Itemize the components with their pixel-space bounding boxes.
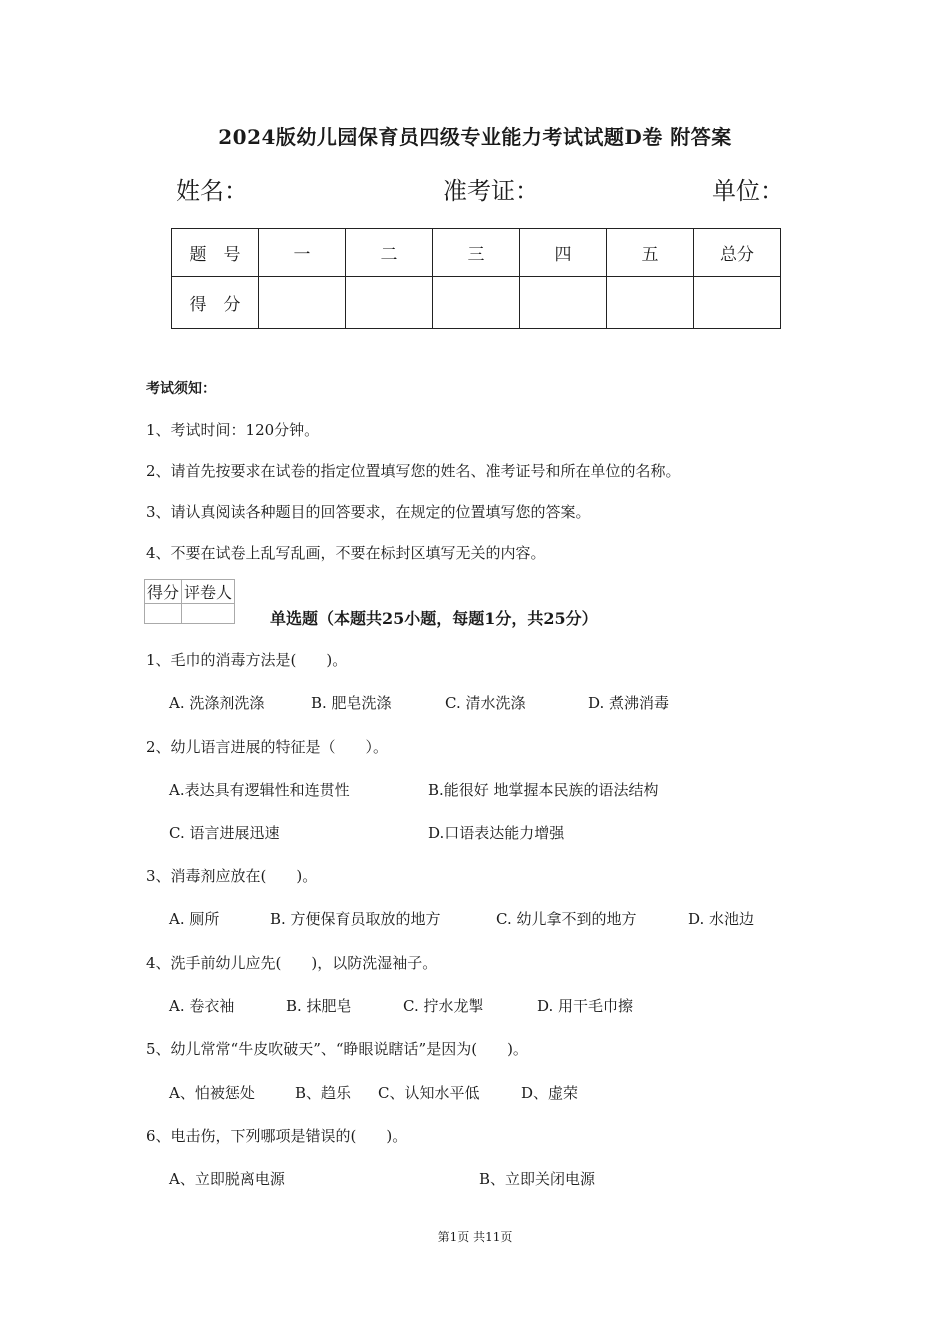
question-text: 3、消毒剂应放在( )。 [146, 867, 318, 885]
option: B、立即关闭电源 [479, 1170, 596, 1188]
notice-title: 考试须知： [146, 381, 216, 397]
option: B、趋乐 [295, 1084, 352, 1102]
option: B. 肥皂洗涤 [311, 694, 392, 712]
option: D. 用干毛巾擦 [537, 997, 634, 1015]
grader-score-label: 得分 [145, 580, 182, 604]
score-header-cell: 总分 [694, 229, 781, 277]
question-text: 1、毛巾的消毒方法是( )。 [146, 651, 348, 669]
grader-score-cell[interactable] [145, 604, 182, 624]
unit-label: 单位： [712, 177, 784, 205]
notice-item: 1、考试时间：120分钟。 [146, 421, 320, 439]
option: A、怕被惩处 [169, 1084, 255, 1102]
grader-name-cell[interactable] [182, 604, 235, 624]
option: C. 语言进展迅速 [169, 824, 280, 842]
question-text: 4、洗手前幼儿应先( )，以防洗湿袖子。 [146, 954, 438, 972]
question-text: 2、幼儿语言进展的特征是（ ）。 [146, 738, 389, 756]
option: B. 抹肥皂 [286, 997, 352, 1015]
document-title: 2024版幼儿园保育员四级专业能力考试试题D卷 附答案 [218, 125, 732, 149]
option: A、立即脱离电源 [169, 1170, 285, 1188]
option: B.能很好 地掌握本民族的语法结构 [428, 781, 659, 799]
score-table [171, 228, 781, 329]
option: D.口语表达能力增强 [428, 824, 565, 842]
score-header-cell: 五 [607, 229, 694, 277]
score-header-cell: 四 [520, 229, 607, 277]
score-cell[interactable] [607, 277, 694, 329]
option: A. 洗涤剂洗涤 [169, 694, 265, 712]
section-title: 单选题（本题共25小题，每题1分，共25分） [270, 609, 598, 628]
question-text: 5、幼儿常常“牛皮吹破天”、“睁眼说瞎话”是因为( )。 [146, 1040, 528, 1058]
score-header-cell: 三 [433, 229, 520, 277]
score-header-cell: 题 号 [172, 229, 259, 277]
score-row-label: 得 分 [172, 277, 259, 329]
option: D、虚荣 [521, 1084, 579, 1102]
option: A.表达具有逻辑性和连贯性 [169, 781, 350, 799]
notice-item: 2、请首先按要求在试卷的指定位置填写您的姓名、准考证号和所在单位的名称。 [146, 462, 681, 480]
option: D. 煮沸消毒 [588, 694, 670, 712]
name-label: 姓名： [176, 177, 248, 205]
option: A. 卷衣袖 [169, 997, 235, 1015]
score-cell[interactable] [520, 277, 607, 329]
exam-id-label: 准考证： [443, 177, 539, 205]
score-cell[interactable] [259, 277, 346, 329]
grader-table [144, 579, 235, 624]
score-header-row [172, 229, 781, 277]
score-cell[interactable] [433, 277, 520, 329]
option: D. 水池边 [688, 910, 755, 928]
score-cell[interactable] [694, 277, 781, 329]
question-text: 6、电击伤，下列哪项是错误的( )。 [146, 1127, 408, 1145]
grader-name-label: 评卷人 [182, 580, 235, 604]
option: B. 方便保育员取放的地方 [270, 910, 441, 928]
notice-item: 4、不要在试卷上乱写乱画，不要在标封区填写无关的内容。 [146, 544, 546, 562]
option: C. 拧水龙掣 [403, 997, 484, 1015]
score-header-cell: 一 [259, 229, 346, 277]
option: C. 清水洗涤 [445, 694, 526, 712]
score-cell[interactable] [346, 277, 433, 329]
notice-item: 3、请认真阅读各种题目的回答要求，在规定的位置填写您的答案。 [146, 503, 591, 521]
score-header-cell: 二 [346, 229, 433, 277]
score-value-row [172, 277, 781, 329]
option: A. 厕所 [169, 910, 220, 928]
option: C、认知水平低 [378, 1084, 480, 1102]
option: C. 幼儿拿不到的地方 [496, 910, 637, 928]
page-footer: 第1页 共11页 [437, 1230, 513, 1244]
